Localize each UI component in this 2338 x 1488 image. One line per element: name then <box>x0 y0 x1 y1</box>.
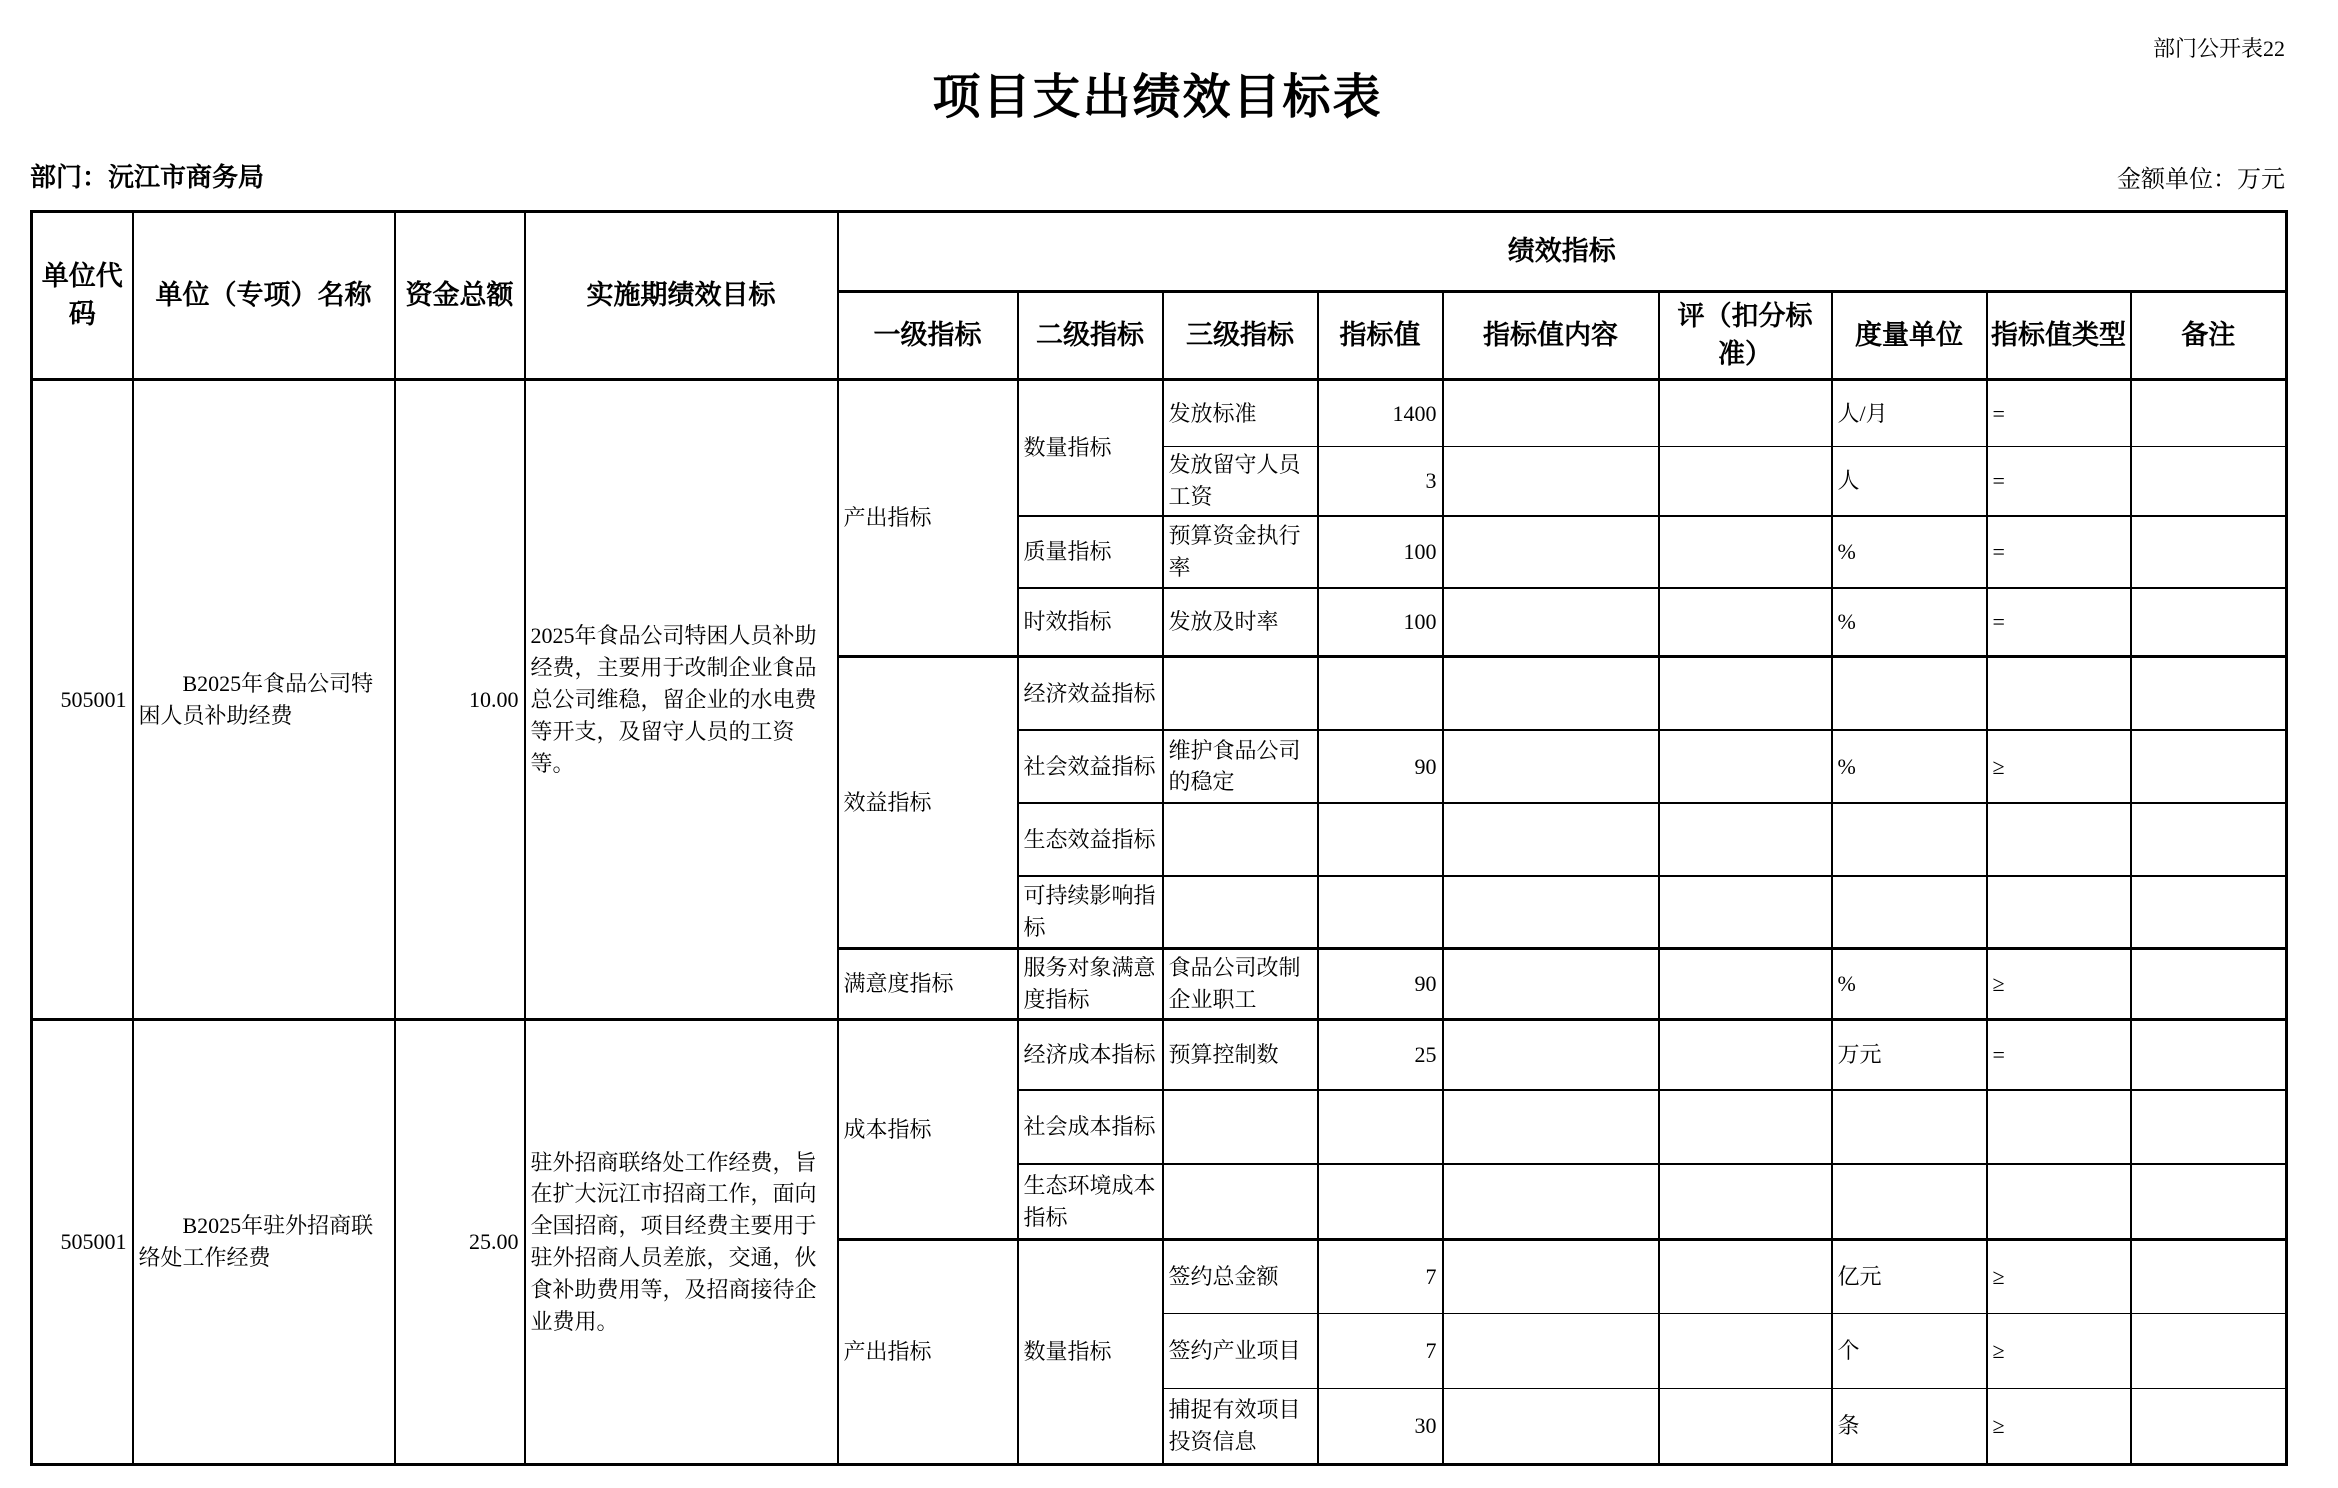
note-header: 备注 <box>2131 292 2287 380</box>
indicator-value-cell: 7 <box>1318 1314 1443 1389</box>
indicator-value-cell: 100 <box>1318 516 1443 588</box>
note-cell <box>2131 516 2287 588</box>
indicator-row <box>32 380 2287 447</box>
indicator-value-cell: 90 <box>1318 949 1443 1020</box>
l3-indicator-cell: 维护食品公司的稳定 <box>1163 730 1318 803</box>
l1-indicator-cell: 效益指标 <box>838 657 1018 949</box>
note-cell <box>2131 1090 2287 1164</box>
l3-indicator-cell: 食品公司改制企业职工 <box>1163 949 1318 1020</box>
project-code-cell: 505001 <box>32 1020 133 1465</box>
perf-group-header: 绩效指标 <box>838 212 2287 292</box>
unit-cell <box>1832 1090 1987 1164</box>
l3-indicator-cell: 发放标准 <box>1163 380 1318 447</box>
l3-indicator-cell <box>1163 876 1318 949</box>
score-standard-cell <box>1659 1164 1832 1240</box>
note-cell <box>2131 949 2287 1020</box>
score-standard-cell <box>1659 657 1832 730</box>
indicator-value-header: 指标值 <box>1318 292 1443 380</box>
value-type-cell: = <box>1987 1020 2131 1090</box>
l3-indicator-cell: 捕捉有效项目投资信息 <box>1163 1389 1318 1465</box>
value-content-cell <box>1443 1020 1659 1090</box>
score-standard-cell <box>1659 447 1832 516</box>
value-content-cell <box>1443 730 1659 803</box>
l2-indicator-cell: 社会效益指标 <box>1018 730 1163 803</box>
l1-indicator-cell: 成本指标 <box>838 1020 1018 1240</box>
l2-indicator-cell: 生态效益指标 <box>1018 803 1163 876</box>
value-type-cell: = <box>1987 380 2131 447</box>
l2-indicator-cell: 数量指标 <box>1018 380 1163 516</box>
meta-row <box>30 157 2285 194</box>
l3-indicator-cell: 预算控制数 <box>1163 1020 1318 1090</box>
score-standard-cell <box>1659 1240 1832 1314</box>
note-cell <box>2131 380 2287 447</box>
note-cell <box>2131 447 2287 516</box>
value-content-cell <box>1443 1389 1659 1465</box>
value-content-cell <box>1443 949 1659 1020</box>
l1-indicator-cell: 产出指标 <box>838 1240 1018 1465</box>
l3-indicator-cell <box>1163 803 1318 876</box>
indicator-value-cell: 1400 <box>1318 380 1443 447</box>
indicator-value-cell: 7 <box>1318 1240 1443 1314</box>
value-content-cell <box>1443 1090 1659 1164</box>
score-standard-cell <box>1659 949 1832 1020</box>
value-content-cell <box>1443 380 1659 447</box>
l3-indicator-cell: 签约总金额 <box>1163 1240 1318 1314</box>
project-name-text: B2025年驻外招商联络处工作经费 <box>138 1213 374 1271</box>
project-fund-cell: 25.00 <box>395 1020 525 1465</box>
value-content-cell <box>1443 588 1659 657</box>
project-code-cell: 505001 <box>32 380 133 1020</box>
value-type-cell: ≥ <box>1987 949 2131 1020</box>
unit-cell: 亿元 <box>1832 1240 1987 1314</box>
value-type-cell: = <box>1987 516 2131 588</box>
l2-indicator-cell: 社会成本指标 <box>1018 1090 1163 1164</box>
indicator-row <box>32 1020 2287 1090</box>
value-content-cell <box>1443 1164 1659 1240</box>
l2-indicator-cell: 经济成本指标 <box>1018 1020 1163 1090</box>
note-cell <box>2131 876 2287 949</box>
note-cell <box>2131 657 2287 730</box>
value-type-cell: ≥ <box>1987 730 2131 803</box>
score-standard-cell <box>1659 588 1832 657</box>
note-cell <box>2131 1020 2287 1090</box>
value-content-cell <box>1443 803 1659 876</box>
unit-cell: 人 <box>1832 447 1987 516</box>
value-type-cell <box>1987 1164 2131 1240</box>
indicator-value-cell <box>1318 803 1443 876</box>
indicator-value-cell <box>1318 657 1443 730</box>
l2-indicator-cell: 质量指标 <box>1018 516 1163 588</box>
l2-indicator-cell: 数量指标 <box>1018 1240 1163 1465</box>
value-type-cell <box>1987 657 2131 730</box>
value-type-cell: ≥ <box>1987 1389 2131 1465</box>
l3-indicator-cell <box>1163 1164 1318 1240</box>
indicator-value-cell: 25 <box>1318 1020 1443 1090</box>
indicator-value-cell: 100 <box>1318 588 1443 657</box>
performance-target-table <box>30 210 2288 1466</box>
score-standard-cell <box>1659 380 1832 447</box>
score-standard-cell <box>1659 1314 1832 1389</box>
value-type-cell: ≥ <box>1987 1314 2131 1389</box>
score-standard-cell <box>1659 730 1832 803</box>
project-name-cell <box>133 380 395 1020</box>
score-standard-cell <box>1659 516 1832 588</box>
l2-indicator-cell: 可持续影响指标 <box>1018 876 1163 949</box>
l3-indicator-cell: 发放留守人员工资 <box>1163 447 1318 516</box>
value-content-cell <box>1443 1314 1659 1389</box>
unit-code-header: 单位代码 <box>32 212 133 380</box>
value-type-cell <box>1987 803 2131 876</box>
note-cell <box>2131 1314 2287 1389</box>
header-group-row <box>32 212 2287 292</box>
project-goal-cell: 驻外招商联络处工作经费，旨在扩大沅江市招商工作，面向全国招商，项目经费主要用于驻外招商人员差旅，交通，伙食补助费用等，及招商接待企业费用。 <box>525 1020 838 1465</box>
project-goal-cell: 2025年食品公司特困人员补助经费，主要用于改制企业食品总公司维稳，留企业的水电费等开支，及留守人员的工资等。 <box>525 380 838 1020</box>
l2-indicator-cell: 时效指标 <box>1018 588 1163 657</box>
unit-cell: 个 <box>1832 1314 1987 1389</box>
score-standard-cell <box>1659 803 1832 876</box>
value-type-header: 指标值类型 <box>1987 292 2131 380</box>
project-name-text: B2025年食品公司特困人员补助经费 <box>138 670 374 728</box>
project-name-cell <box>133 1020 395 1465</box>
l3-indicator-cell <box>1163 1090 1318 1164</box>
note-cell <box>2131 1389 2287 1465</box>
unit-name-header: 单位（专项）名称 <box>133 212 395 380</box>
unit-cell: % <box>1832 588 1987 657</box>
score-standard-cell <box>1659 1090 1832 1164</box>
l2-indicator-cell: 生态环境成本指标 <box>1018 1164 1163 1240</box>
value-type-cell: = <box>1987 447 2131 516</box>
value-type-cell <box>1987 876 2131 949</box>
unit-cell <box>1832 657 1987 730</box>
note-cell <box>2131 1164 2287 1240</box>
unit-cell: 条 <box>1832 1389 1987 1465</box>
unit-cell: % <box>1832 516 1987 588</box>
score-standard-header: 评（扣分标准） <box>1659 292 1832 380</box>
note-cell <box>2131 1240 2287 1314</box>
indicator-value-cell: 3 <box>1318 447 1443 516</box>
unit-cell: % <box>1832 949 1987 1020</box>
l3-indicator-cell <box>1163 657 1318 730</box>
corner-note: 部门公开表22 <box>2152 36 2285 61</box>
l3-indicator-cell: 发放及时率 <box>1163 588 1318 657</box>
l1-indicator-cell: 产出指标 <box>838 380 1018 657</box>
l1-indicator-cell: 满意度指标 <box>838 949 1018 1020</box>
value-type-cell <box>1987 1090 2131 1164</box>
value-content-cell <box>1443 657 1659 730</box>
value-type-cell: = <box>1987 588 2131 657</box>
l2-indicator-cell: 服务对象满意度指标 <box>1018 949 1163 1020</box>
amount-unit-label: 金额单位：万元 <box>2117 167 2285 194</box>
page-title: 项目支出绩效目标表 <box>932 71 1383 125</box>
note-cell <box>2131 803 2287 876</box>
l1-indicator-header: 一级指标 <box>838 292 1018 380</box>
l3-indicator-cell: 预算资金执行率 <box>1163 516 1318 588</box>
value-content-header: 指标值内容 <box>1443 292 1659 380</box>
project-fund-cell: 10.00 <box>395 380 525 1020</box>
note-cell <box>2131 730 2287 803</box>
unit-cell <box>1832 1164 1987 1240</box>
department-label: 部门：沅江市商务局 <box>30 163 265 193</box>
value-content-cell <box>1443 447 1659 516</box>
indicator-value-cell: 90 <box>1318 730 1443 803</box>
indicator-value-cell <box>1318 1164 1443 1240</box>
unit-of-measure-header: 度量单位 <box>1832 292 1987 380</box>
score-standard-cell <box>1659 1020 1832 1090</box>
unit-cell: 万元 <box>1832 1020 1987 1090</box>
note-cell <box>2131 588 2287 657</box>
indicator-value-cell <box>1318 1090 1443 1164</box>
l2-indicator-header: 二级指标 <box>1018 292 1163 380</box>
value-type-cell: ≥ <box>1987 1240 2131 1314</box>
value-content-cell <box>1443 516 1659 588</box>
value-content-cell <box>1443 876 1659 949</box>
unit-cell: 人/月 <box>1832 380 1987 447</box>
l2-indicator-cell: 经济效益指标 <box>1018 657 1163 730</box>
indicator-value-cell: 30 <box>1318 1389 1443 1465</box>
unit-cell <box>1832 803 1987 876</box>
value-content-cell <box>1443 1240 1659 1314</box>
indicator-value-cell <box>1318 876 1443 949</box>
score-standard-cell <box>1659 1389 1832 1465</box>
l3-indicator-cell: 签约产业项目 <box>1163 1314 1318 1389</box>
score-standard-cell <box>1659 876 1832 949</box>
l3-indicator-header: 三级指标 <box>1163 292 1318 380</box>
unit-cell: % <box>1832 730 1987 803</box>
fund-header: 资金总额 <box>395 212 525 380</box>
goal-header: 实施期绩效目标 <box>525 212 838 380</box>
unit-cell <box>1832 876 1987 949</box>
